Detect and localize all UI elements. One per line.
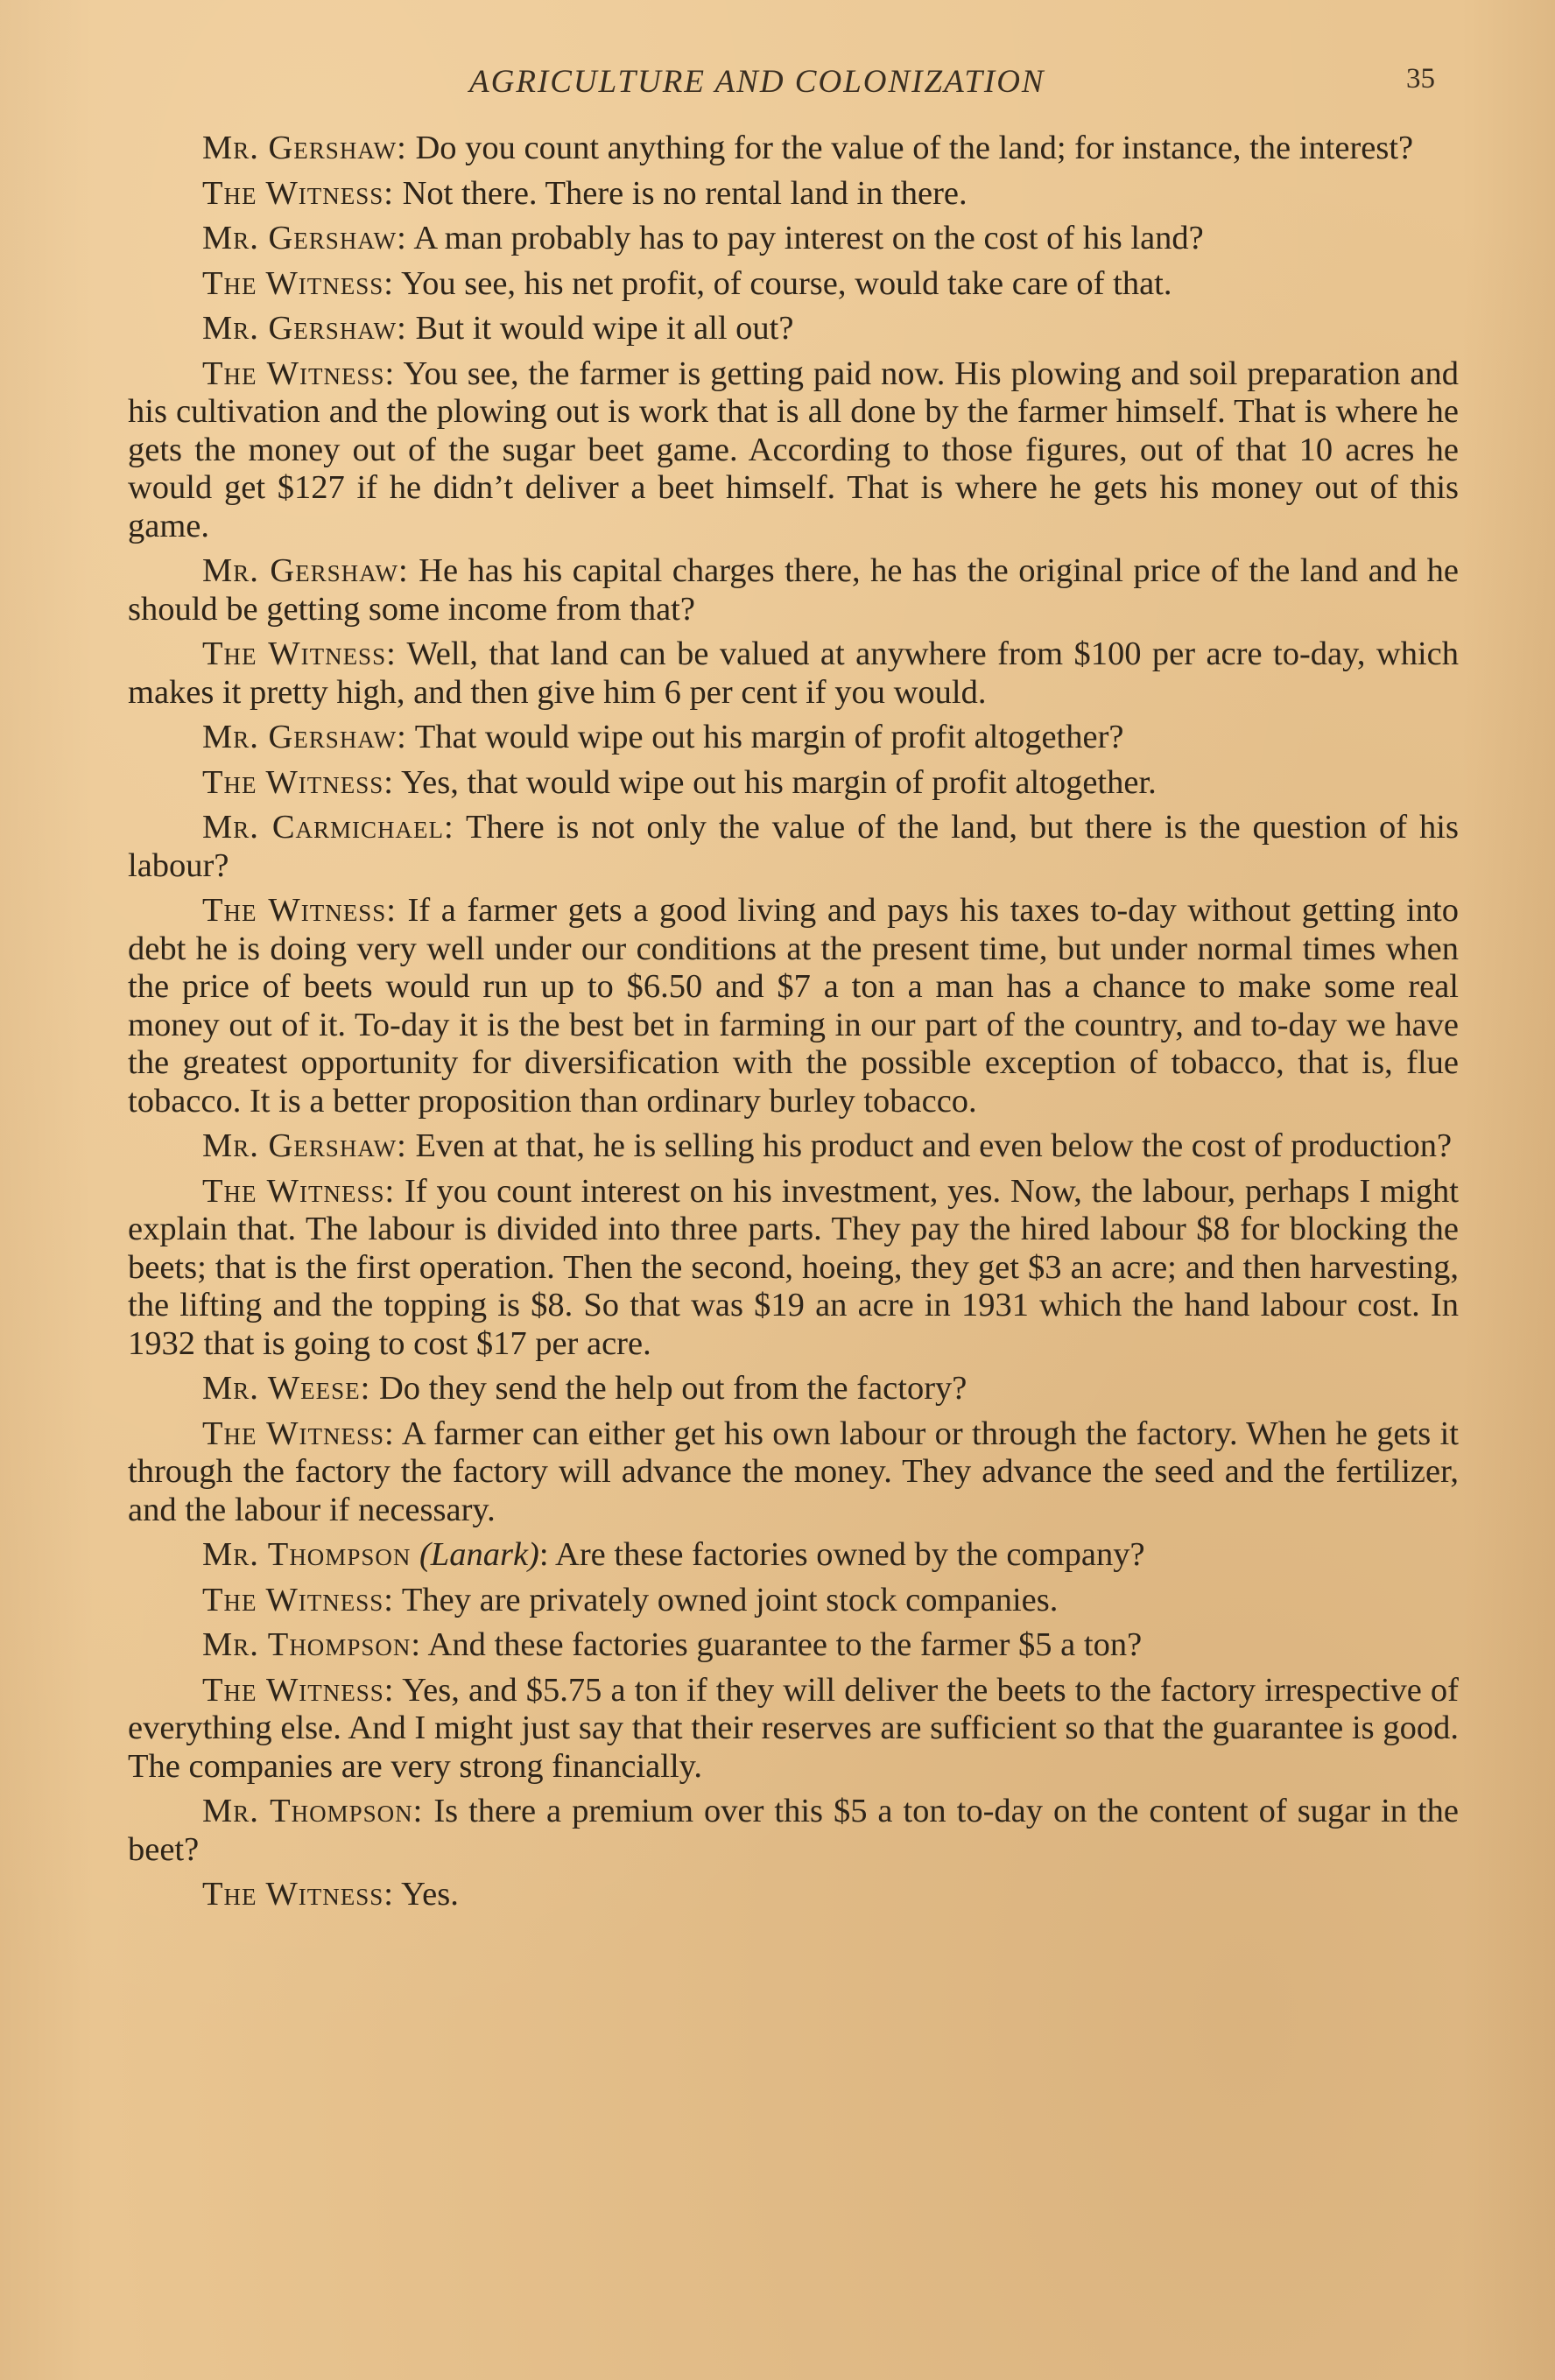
speaker-name: The Witness: [202,892,397,929]
speaker-riding-note: (Lanark) [411,1536,539,1573]
transcript-paragraph [128,1626,1459,1665]
paragraph-text: He has his capital charges there, he has the original price of the land and he should be getting some income from that? [128,552,1460,628]
transcript-paragraph [128,1672,1459,1787]
paragraph-text: : Are these factories owned by the company? [538,1536,1145,1573]
paragraph-text: Well, that land can be valued at anywhere from $100 per acre to-day, which makes it pretty high, and then give him 6 per cent if you would. [128,635,1459,711]
transcript-paragraph [128,175,1459,214]
paragraph-text: But it would wipe it all out? [406,310,794,347]
running-title: AGRICULTURE AND COLONIZATION [469,64,1045,100]
paragraph-text: Not there. There is no rental land in there. [393,174,967,212]
speaker-name: Mr. Gershaw: [202,552,409,589]
paragraph-text: A farmer can either get his own labour or through the factory. When he gets it through the factory the factory will advance the money. They advance the seed and the fertilizer, and the labour if necessary. [128,1415,1459,1528]
transcript-paragraph [128,1370,1459,1408]
transcript-paragraph [128,355,1459,546]
speaker-name: The Witness: [202,1172,396,1210]
transcript-paragraph [128,1127,1459,1166]
transcript-paragraph [128,635,1459,712]
paragraph-text: Do you count anything for the value of the land; for instance, the interest? [406,130,1414,166]
paragraph-text: Yes. [393,1876,459,1913]
speaker-name: The Witness: [202,635,397,672]
speaker-name: The Witness: [202,1581,394,1618]
transcript-paragraph [128,130,1459,168]
paragraph-text: Is there a premium over this $5 a ton to-day on the content of sugar in the beet? [128,1793,1460,1868]
speaker-name: The Witness: [202,763,394,801]
speaker-name: The Witness: [202,264,394,302]
transcript-paragraph [128,1876,1459,1914]
paragraph-text: If you count interest on his investment, yes. Now, the labour, perhaps I might explain that. The labour is divided into three parts. They pay the hired labour $8 for blocking the beets; that is the first operation. Then the second, hoeing, they get $3 an acre; and then harvesting, the lifting and the topping is $8. So that was $19 an acre in 1931 which the hand labour cost. In 1932 that is going to cost $17 per acre. [128,1172,1459,1362]
speaker-name: Mr. Gershaw: [202,719,407,755]
transcript-paragraph [128,1173,1459,1364]
paragraph-text: And these factories guarantee to the farmer $5 a ton? [421,1626,1143,1663]
transcript-body [128,130,1459,1914]
transcript-paragraph [128,892,1459,1120]
speaker-name: Mr. Gershaw: [202,130,407,166]
speaker-name: Mr. Gershaw: [202,220,407,256]
paragraph-text: That would wipe out his margin of profit altogether? [406,719,1124,755]
speaker-name: The Witness: [202,1415,395,1452]
paragraph-text: They are privately owned joint stock companies. [393,1581,1059,1618]
paragraph-text: If a farmer gets a good living and pays his taxes to-day without getting into debt he is doing very well under our conditions at the present time, but under normal times when the price of beets would run up to $6.50 and $7 a ton a man has a chance to make some real money out of it. To-day it is the best bet in farming in our part of the country, and to-day we have the greatest opportunity for diversification with the possible exception of tobacco, that is, flue tobacco. It is a better proposition than ordinary burley tobacco. [128,892,1460,1120]
speaker-name: The Witness: [202,355,396,392]
transcript-paragraph [128,265,1459,304]
paragraph-text: You see, his net profit, of course, would take care of that. [393,264,1172,302]
transcript-paragraph [128,220,1459,258]
transcript-paragraph [128,719,1459,757]
speaker-name: Mr. Thompson: [202,1793,424,1829]
speaker-name: Mr. Thompson: [202,1626,422,1663]
speaker-name: The Witness: [202,1671,395,1709]
speaker-name: Mr. Weese: [202,1370,371,1407]
speaker-name: Mr. Gershaw: [202,310,407,347]
transcript-paragraph [128,1582,1459,1620]
running-head [128,53,1459,114]
paragraph-text: Do they send the help out from the factory? [370,1370,967,1407]
speaker-name: Mr. Carmichael: [202,809,454,846]
paragraph-text: Yes, that would wipe out his margin of profit altogether. [393,763,1157,801]
paragraph-text: Yes, and $5.75 a ton if they will deliver the beets to the factory irrespective of everything else. And I might just say that their reserves are sufficient so that the guarantee is good. The companies are very strong financially. [128,1671,1460,1785]
transcript-paragraph [128,1536,1459,1575]
paragraph-text: A man probably has to pay interest on the cost of his land? [406,220,1204,256]
transcript-paragraph [128,310,1459,348]
transcript-paragraph [128,1793,1459,1869]
speaker-name: Mr. Thompson [202,1536,412,1573]
transcript-paragraph [128,764,1459,803]
paragraph-text: You see, the farmer is getting paid now. His plowing and soil preparation and his cultivation and the plowing out is work that is all done by the farmer himself. That is where he gets the money out of the sugar beet game. According to those figures, out of that 10 acres he would get $127 if he didn’t deliver a beet himself. That is where he gets his money out of this game. [128,355,1459,544]
transcript-paragraph [128,809,1459,885]
transcript-paragraph [128,1415,1459,1530]
speaker-name: The Witness: [202,1876,394,1913]
book-page [128,53,1459,2346]
paragraph-text: Even at that, he is selling his product and even below the cost of production? [406,1127,1453,1164]
speaker-name: The Witness: [202,174,394,212]
transcript-paragraph [128,552,1459,628]
page-number: 35 [1406,63,1435,95]
speaker-name: Mr. Gershaw: [202,1127,407,1164]
paragraph-text: There is not only the value of the land, but there is the question of his labour? [128,809,1459,884]
